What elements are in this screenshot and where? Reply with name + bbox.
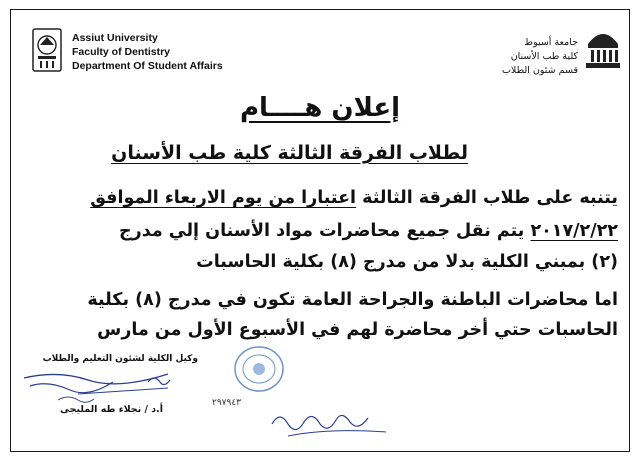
department-name-ar: قسم شئون الطلاب — [501, 65, 578, 76]
notice-line-4: اما محاضرات الباطنة والجراحة العامة تكون في مدرج (٨) بكلية — [87, 290, 618, 310]
notice-title: إعلان هــــام — [239, 93, 401, 123]
faculty-name: Faculty of Dentistry — [72, 46, 171, 58]
notice-line-1-start: يتنبه على طلاب الفرقة الثالثة — [356, 188, 618, 208]
header-arabic — [502, 36, 578, 78]
faculty-emblem-icon — [582, 22, 624, 72]
university-name-ar: جامعة أسيوط — [524, 37, 578, 48]
notice-subtitle: لطلاب الفرقة الثالثة كلية طب الأسنان — [111, 142, 468, 164]
university-emblem-icon — [27, 27, 67, 73]
notice-line-1 — [90, 188, 618, 208]
notice-line-2 — [119, 221, 618, 241]
university-name: Assiut University — [72, 32, 158, 44]
signatory-title: وكيل الكلية لشئون التعليم والطلاب — [42, 354, 198, 364]
notice-date: ٢٠١٧/٢/٢٢ — [530, 221, 618, 241]
official-stamp-icon — [232, 344, 286, 394]
department-name: Department Of Student Affairs — [72, 60, 223, 72]
handwritten-note — [268, 402, 393, 442]
notice-line-1-date-phrase: اعتبارا من يوم الاربعاء الموافق — [90, 188, 357, 208]
faculty-name-ar: كلية طب الأسنان — [510, 51, 578, 62]
notice-line-5: الحاسبات حتي أخر محاضرة لهم في الأسبوع الأول من مارس — [97, 320, 618, 340]
handwritten-signature — [18, 360, 198, 410]
header-english — [72, 31, 223, 73]
notice-line-3: (٢) بمبني الكلية بدلا من مدرج (٨) بكلية الحاسبات — [196, 252, 618, 272]
reference-code: ٢٩٧٩٤٣ — [212, 398, 242, 408]
notice-line-2-rest: يتم نقل جميع محاضرات مواد الأسنان إلي مدرج — [119, 221, 531, 241]
signatory-name: أ.د / نجلاء طه المليجى — [60, 404, 164, 415]
